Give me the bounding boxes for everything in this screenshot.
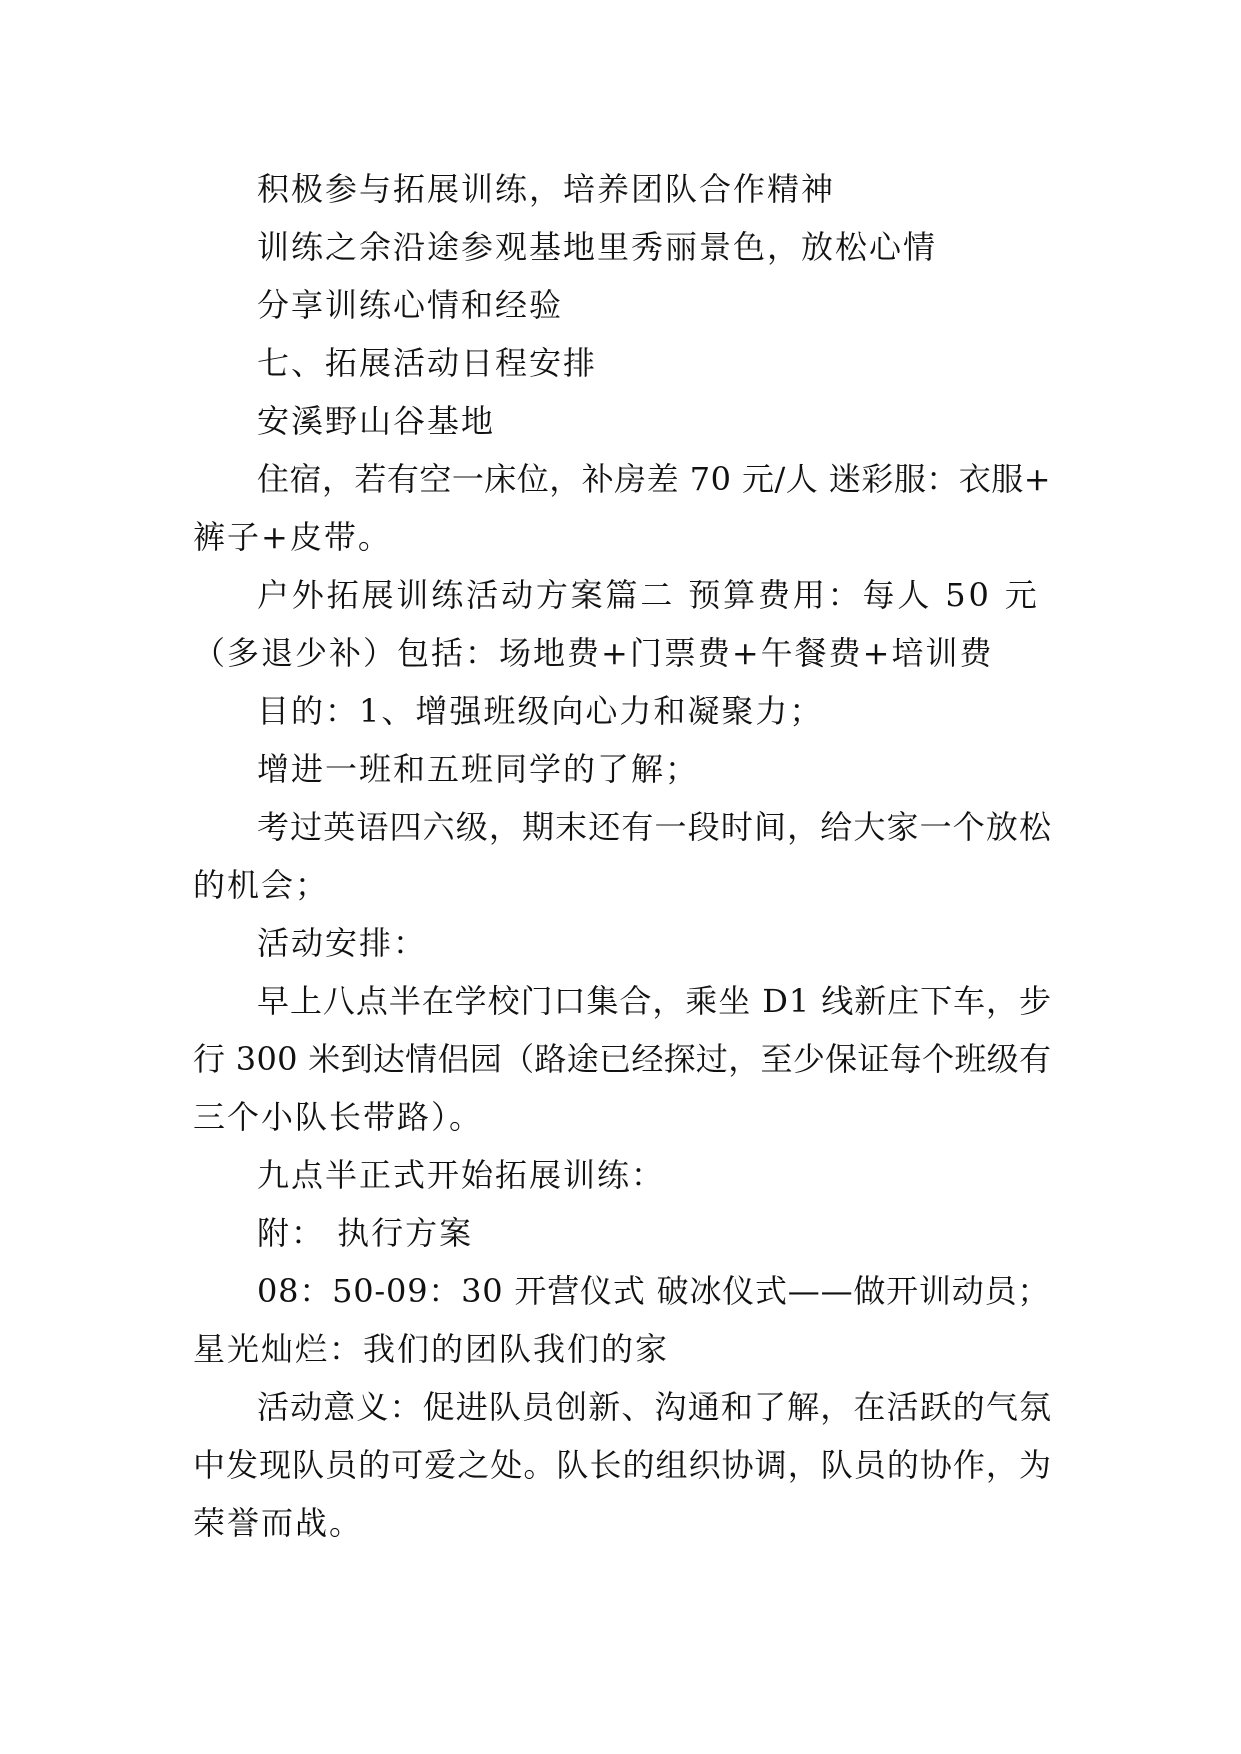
- paragraph: [193, 1204, 1051, 1262]
- paragraph-line: 星光灿烂：我们的团队我们的家: [193, 1330, 670, 1368]
- paragraph-line: 活动安排：: [257, 924, 428, 962]
- paragraph-line: 训练之余沿途参观基地里秀丽景色，放松心情: [257, 228, 938, 266]
- paragraph-line: 活动意义：促进队员创新、沟通和了解，在活跃的气氛: [257, 1388, 1053, 1426]
- paragraph-line: 住宿，若有空一床位，补房差 70 元/人 迷彩服：衣服+: [257, 460, 1051, 498]
- paragraph-line: 九点半正式开始拓展训练：: [257, 1156, 666, 1194]
- paragraph-line: 安溪野山谷基地: [257, 402, 496, 440]
- paragraph: [193, 740, 1051, 798]
- paragraph-line: 早上八点半在学校门口集合，乘坐 D1 线新庄下车，步: [257, 982, 1052, 1020]
- paragraph-line: 考过英语四六级，期末还有一段时间，给大家一个放松: [257, 808, 1053, 846]
- paragraph: [193, 1378, 1051, 1552]
- paragraph: [193, 276, 1051, 334]
- paragraph-line: 行 300 米到达情侣园（路途已经探过，至少保证每个班级有: [193, 1040, 1052, 1078]
- paragraph: [193, 450, 1051, 566]
- paragraph: [193, 218, 1051, 276]
- paragraph: [193, 1262, 1051, 1378]
- paragraph: [193, 566, 1051, 682]
- paragraph-line: 七、拓展活动日程安排: [257, 344, 598, 382]
- paragraph: [193, 798, 1051, 914]
- paragraph-line: 附： 执行方案: [257, 1214, 474, 1252]
- paragraph-line: 三个小队长带路）。: [193, 1098, 484, 1136]
- paragraph-line: 户外拓展训练活动方案篇二 预算费用：每人 50 元: [257, 576, 1040, 614]
- paragraph: [193, 334, 1051, 392]
- paragraph-line: 目的：1、增强班级向心力和凝聚力；: [257, 692, 824, 730]
- paragraph: [193, 160, 1051, 218]
- paragraph: [193, 914, 1051, 972]
- paragraph-line: 荣誉而战。: [193, 1504, 364, 1542]
- paragraph-line: 增进一班和五班同学的了解；: [257, 750, 700, 788]
- paragraph-line: 分享训练心情和经验: [257, 286, 564, 324]
- paragraph: [193, 972, 1051, 1146]
- paragraph-line: （多退少补）包括：场地费+门票费+午餐费+培训费: [193, 634, 994, 672]
- paragraph-line: 中发现队员的可爱之处。队长的组织协调，队员的协作，为: [193, 1446, 1053, 1484]
- paragraph-line: 08：50-09：30 开营仪式 破冰仪式——做开训动员；: [257, 1272, 1051, 1310]
- paragraph: [193, 1146, 1051, 1204]
- paragraph-line: 积极参与拓展训练，培养团队合作精神: [257, 170, 836, 208]
- paragraph-line: 的机会；: [193, 866, 330, 904]
- paragraph: [193, 682, 1051, 740]
- paragraph-line: 裤子+皮带。: [193, 518, 392, 556]
- paragraph: [193, 392, 1051, 450]
- document-body: [193, 160, 1051, 1552]
